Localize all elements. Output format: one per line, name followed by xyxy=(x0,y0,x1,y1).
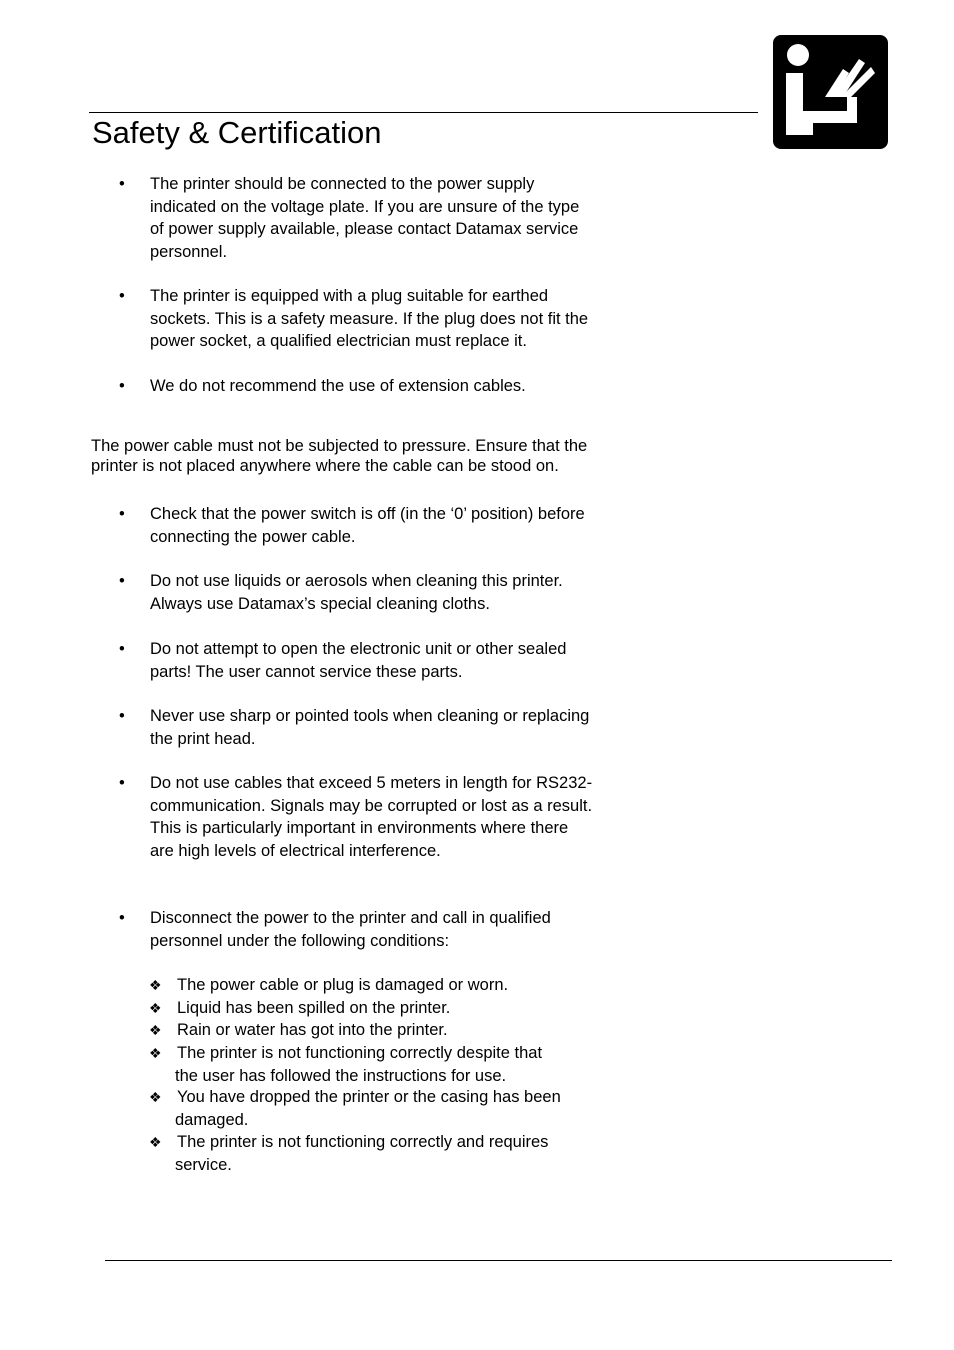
bullet-glyph: • xyxy=(119,572,125,590)
diamond-bullet-icon: ❖ xyxy=(149,977,162,993)
bullet-glyph: • xyxy=(119,640,125,658)
bullet-text: We do not recommend the use of extension cables. xyxy=(150,377,526,395)
condition-text xyxy=(175,1086,593,1131)
condition-line-continued: service. xyxy=(175,1155,232,1174)
bullet-text: Do not use cables that exceed 5 meters in length for RS232-communication. Signals may be corrupted or lost as a result. This is particularly important in environments where there are high levels of electrical interference. xyxy=(150,774,593,860)
condition-line: You have dropped the printer or the casing has been xyxy=(177,1088,561,1106)
bullet-text: Do not attempt to open the electronic unit or other sealed parts! The user cannot service these parts. xyxy=(150,640,567,681)
condition-line: The printer is not functioning correctly and requires xyxy=(177,1133,549,1151)
bullet-glyph: • xyxy=(119,505,125,523)
condition-line-continued: the user has followed the instructions for use. xyxy=(175,1066,507,1085)
power-cable-paragraph: The power cable must not be subjected to pressure. Ensure that the printer is not placed anywhere where the cable can be stood on. xyxy=(91,436,588,475)
diamond-bullet-icon: ❖ xyxy=(149,1134,162,1150)
condition-text xyxy=(175,1042,593,1087)
condition-text: Rain or water has got into the printer. xyxy=(177,1021,448,1039)
condition-line: The printer is not functioning correctly despite that xyxy=(177,1044,543,1062)
diamond-bullet-icon: ❖ xyxy=(149,1045,162,1061)
condition-line-continued: damaged. xyxy=(175,1110,249,1129)
condition-text: Liquid has been spilled on the printer. xyxy=(177,999,451,1017)
bullet-glyph: • xyxy=(119,909,125,927)
condition-text xyxy=(175,1131,593,1176)
bullet-text: Do not use liquids or aerosols when cleaning this printer. Always use Datamax’s special cleaning cloths. xyxy=(150,572,563,613)
bullet-text: The printer is equipped with a plug suitable for earthed sockets. This is a safety measure. If the plug does not fit the power socket, a qualified electrician must replace it. xyxy=(150,287,589,350)
bullet-glyph: • xyxy=(119,377,125,395)
bullet-text: Disconnect the power to the printer and call in qualified personnel under the following conditions: xyxy=(150,909,551,950)
diamond-bullet-icon: ❖ xyxy=(149,1089,162,1105)
bullet-glyph: • xyxy=(119,175,125,193)
diamond-bullet-icon: ❖ xyxy=(149,1022,162,1038)
bullet-glyph: • xyxy=(119,774,125,792)
bullet-glyph: • xyxy=(119,287,125,305)
bullet-glyph: • xyxy=(119,707,125,725)
footer-rule xyxy=(105,1260,892,1261)
page-title: Safety & Certification xyxy=(92,115,382,150)
bullet-text: Check that the power switch is off (in the ‘0’ position) before connecting the power cable. xyxy=(150,505,585,546)
bullet-text: The printer should be connected to the power supply indicated on the voltage plate. If you are unsure of the type of power supply available, please contact Datamax service personnel. xyxy=(150,175,580,261)
read-manual-icon xyxy=(773,35,888,149)
bullet-text: Never use sharp or pointed tools when cleaning or replacing the print head. xyxy=(150,707,590,748)
condition-text: The power cable or plug is damaged or worn. xyxy=(177,976,509,994)
diamond-bullet-icon: ❖ xyxy=(149,1000,162,1016)
